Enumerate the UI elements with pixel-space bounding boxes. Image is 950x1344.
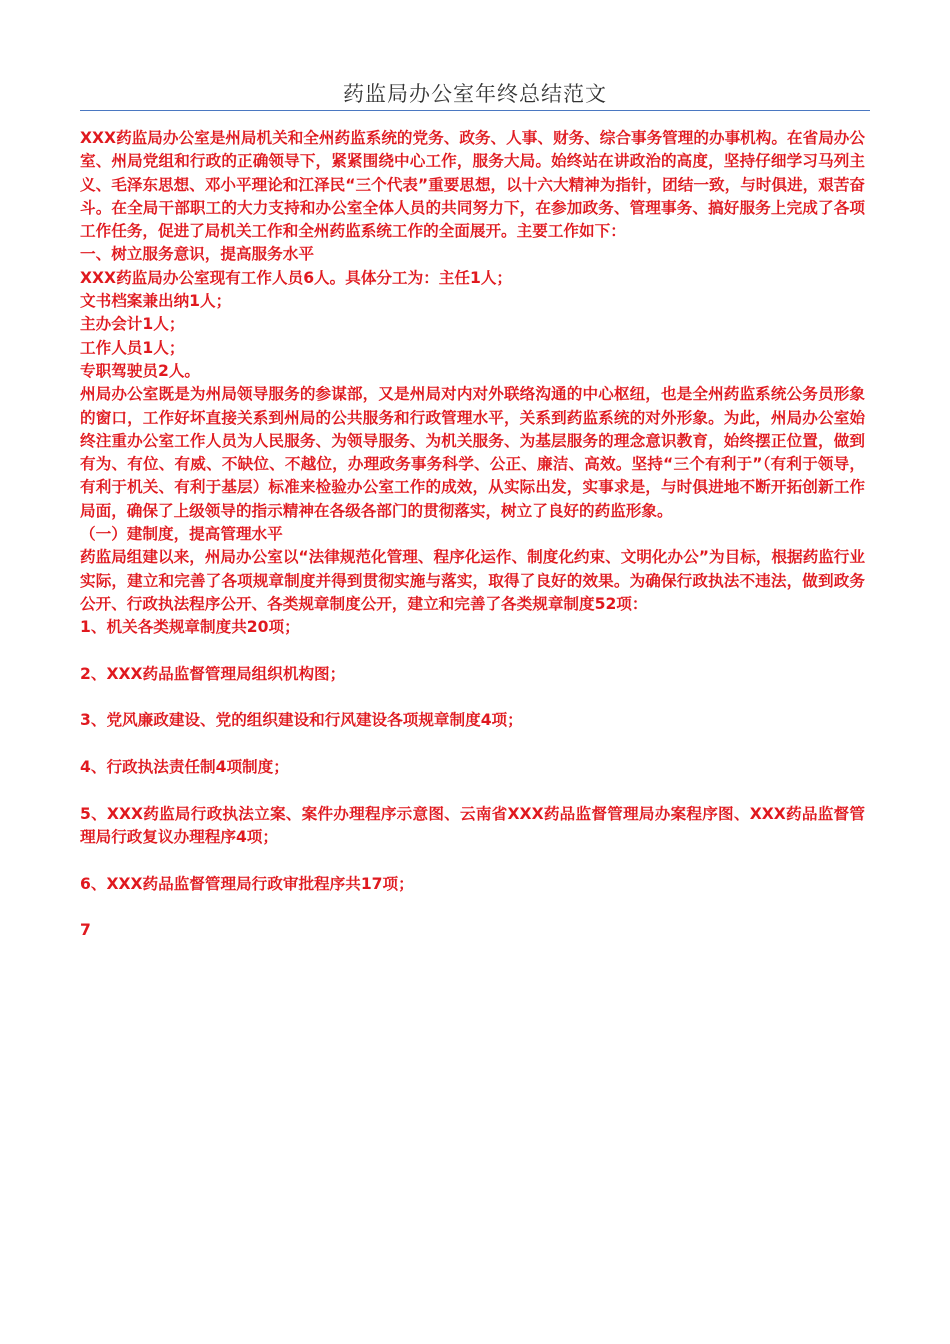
list-item: 4、行政执法责任制4项制度； xyxy=(80,758,289,777)
regulation-paragraph: 药监局组建以来，州局办公室以“法律规范化管理、程序化运作、制度化约束、文明化办公”为目标，根据药监行业实际，建立和完善了各项规章制度并得到贯彻实施与落实，取得了良好的效果。为确保行政执法不违法，做到政务公开、行政执法程序公开、各类规章制度公开，建立和完善了各类规章制度52项： xyxy=(80,548,865,613)
document-body xyxy=(80,127,865,942)
list-item: 5、XXX药监局行政执法立案、案件办理程序示意图、云南省XXX药品监督管理局办案程序图、XXX药品监督管理局行政复议办理程序4项； xyxy=(80,804,865,846)
service-paragraph: 州局办公室既是为州局领导服务的参谋部，又是州局对内对外联络沟通的中心枢纽，也是全州药监系统公务员形象的窗口，工作好坏直接关系到州局的公共服务和行政管理水平，关系到药监系统的对外形象。为此，州局办公室始终注重办公室工作人员为人民服务、为领导服务、为机关服务、为基层服务的理念意识教育，始终摆正位置，做到有为、有位、有威、不缺位、不越位，办理政务事务科学、公正、廉洁、高效。坚持“三个有利于”（有利于领导，有利于机关、有利于基层）标准来检验办公室工作的成效，从实际出发，实事求是，与时俱进地不断开拓创新工作局面，确保了上级领导的指示精神在各级各部门的贯彻落实，树立了良好的药监形象。 xyxy=(80,385,865,520)
list-item: 2、XXX药品监督管理局组织机构图； xyxy=(80,664,346,683)
list-item: 3、党风廉政建设、党的组织建设和行风建设各项规章制度4项； xyxy=(80,711,523,730)
intro-paragraph: XXX药监局办公室是州局机关和全州药监系统的党务、政务、人事、财务、综合事务管理的办事机构。在省局办公室、州局党组和行政的正确领导下，紧紧围绕中心工作，服务大局。始终站在讲政治的高度，坚持仔细学习马列主义、毛泽东思想、邓小平理论和江泽民“三个代表”重要思想，以十六大精神为指针，团结一致，与时俱进，艰苦奋斗。在全局干部职工的大力支持和办公室全体人员的共同努力下，在参加政务、管理事务、搞好服务上完成了各项工作任务，促进了局机关工作和全州药监系统工作的全面展开。主要工作如下： xyxy=(80,129,865,241)
section-heading-1: 一、树立服务意识，提高服务水平 xyxy=(80,245,314,264)
section-heading-2: （一）建制度，提高管理水平 xyxy=(80,525,283,544)
header-divider xyxy=(80,110,870,111)
staff-line: 文书档案兼出纳1人； xyxy=(80,292,232,311)
list-item: 7 xyxy=(80,921,91,940)
staff-line: 专职驾驶员2人。 xyxy=(80,361,201,380)
staff-line: 工作人员1人； xyxy=(80,338,185,357)
document-title: 药监局办公室年终总结范文 xyxy=(343,82,607,106)
staff-line: 主办会计1人； xyxy=(80,315,185,334)
staff-line: XXX药监局办公室现有工作人员6人。具体分工为：主任1人； xyxy=(80,268,513,287)
list-item: 1、机关各类规章制度共20项； xyxy=(80,618,300,637)
list-item: 6、XXX药品监督管理局行政审批程序共17项； xyxy=(80,874,414,893)
